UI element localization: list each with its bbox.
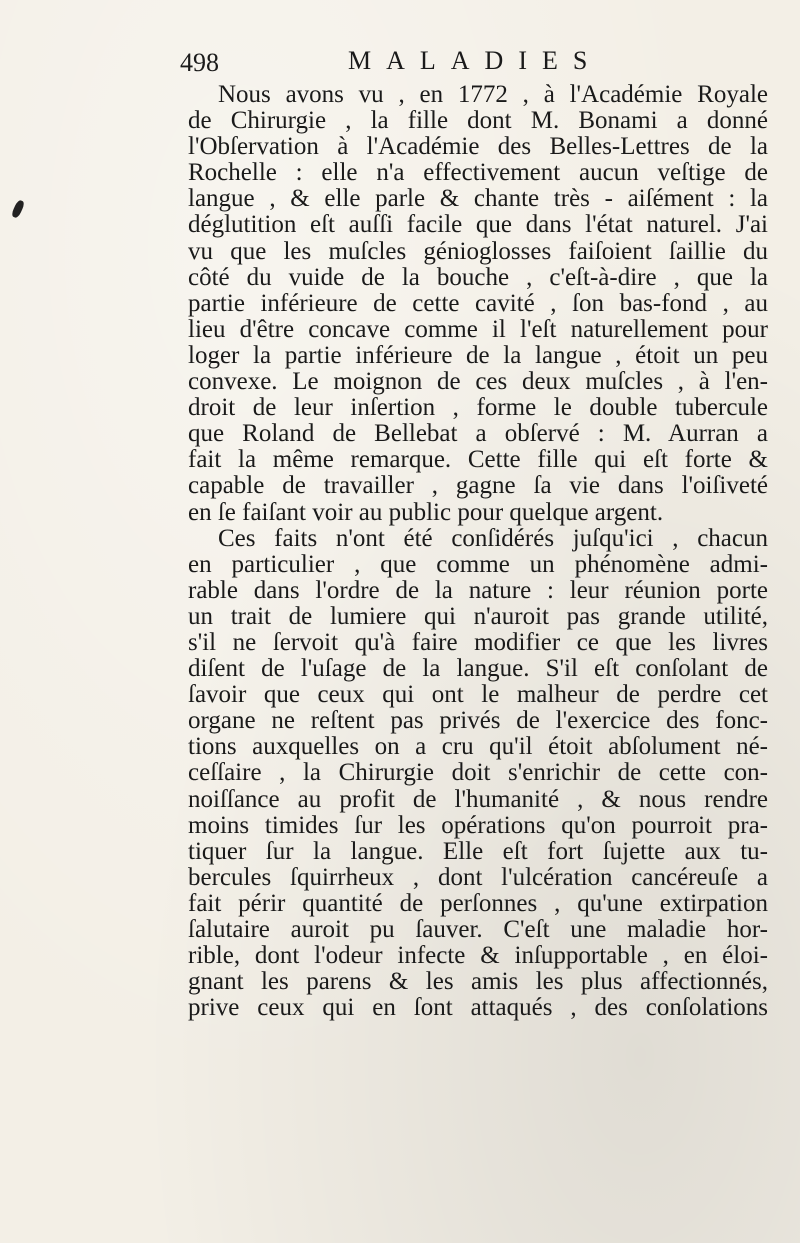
- text-line: s'il ne ſervoit qu'à faire modifier ce que les livres: [188, 628, 768, 656]
- ink-mark: [11, 199, 26, 219]
- text-line: lieu d'être concave comme il l'eſt naturellement pour: [188, 315, 768, 343]
- text-line: Rochelle : elle n'a effectivement aucun veſtige de: [188, 159, 768, 187]
- page-header: [180, 40, 640, 80]
- text-line: en ſe faiſant voir au public pour quelque argent.: [188, 498, 664, 526]
- text-line: fait périr quantité de perſonnes , qu'une extirpation: [188, 889, 768, 917]
- text-line: tions auxquelles on a cru qu'il étoit abſolument né-: [188, 733, 768, 761]
- text-line: de Chirurgie , la fille dont M. Bonami a donné: [188, 107, 768, 135]
- text-line: Ces faits n'ont été conſidérés juſqu'ici , chacun: [218, 524, 768, 552]
- text-line: Nous avons vu , en 1772 , à l'Académie Royale: [218, 81, 768, 108]
- text-line: diſent de l'uſage de la langue. S'il eſt conſolant de: [188, 655, 768, 683]
- text-line: convexe. Le moignon de ces deux muſcles , à l'en-: [188, 368, 768, 396]
- text-line: rable dans l'ordre de la nature : leur réunion porte: [188, 576, 768, 604]
- text-line: partie inférieure de cette cavité , ſon bas-fond , au: [188, 289, 768, 317]
- text-line: tiquer ſur la langue. Elle eſt fort ſujette aux tu-: [188, 837, 768, 865]
- running-head: MALADIES: [348, 46, 603, 75]
- text-line: l'Obſervation à l'Académie des Belles-Lettres de la: [188, 133, 768, 161]
- text-line: en particulier , que comme un phénomène admi-: [188, 550, 768, 578]
- text-line: déglutition eſt auſſi facile que dans l'état naturel. J'ai: [188, 211, 768, 239]
- text-line: prive ceux qui en ſont attaqués , des conſolations: [188, 994, 768, 1022]
- text-line: noiſſance au profit de l'humanité , & nous rendre: [188, 785, 768, 813]
- text-line: fait la même remarque. Cette fille qui eſt forte &: [188, 446, 768, 474]
- text-line: ceſſaire , la Chirurgie doit s'enrichir de cette con-: [188, 759, 768, 787]
- text-line: capable de travailler , gagne ſa vie dans l'oiſiveté: [188, 472, 768, 500]
- text-line: loger la partie inférieure de la langue , étoit un peu: [188, 341, 768, 369]
- text-line: ſavoir que ceux qui ont le malheur de perdre cet: [188, 681, 768, 709]
- text-line: que Roland de Bellebat a obſervé : M. Aurran a: [188, 420, 768, 448]
- body-text: [188, 82, 768, 1021]
- text-line: langue , & elle parle & chante très - aiſément : la: [188, 185, 768, 213]
- page-number: 498: [180, 48, 219, 77]
- text-line: un trait de lumiere qui n'auroit pas grande utilité,: [188, 602, 768, 630]
- text-line: droit de leur inſertion , forme le double tubercule: [188, 394, 768, 422]
- text-line: gnant les parens & les amis les plus affectionnés,: [188, 968, 768, 996]
- text-line: vu que les muſcles génioglosses faiſoient ſaillie du: [188, 237, 768, 265]
- text-line: ſalutaire auroit pu ſauver. C'eſt une maladie hor-: [188, 916, 768, 943]
- text-line: moins timides ſur les opérations qu'on pourroit pra-: [188, 811, 768, 839]
- text-line: organe ne reſtent pas privés de l'exercice des fonc-: [188, 707, 768, 735]
- text-line: rible, dont l'odeur infecte & inſupportable , en éloi-: [188, 942, 768, 970]
- text-line: côté du vuide de la bouche , c'eſt-à-dire , que la: [188, 263, 768, 291]
- text-line: bercules ſquirrheux , dont l'ulcération cancéreuſe a: [188, 863, 768, 891]
